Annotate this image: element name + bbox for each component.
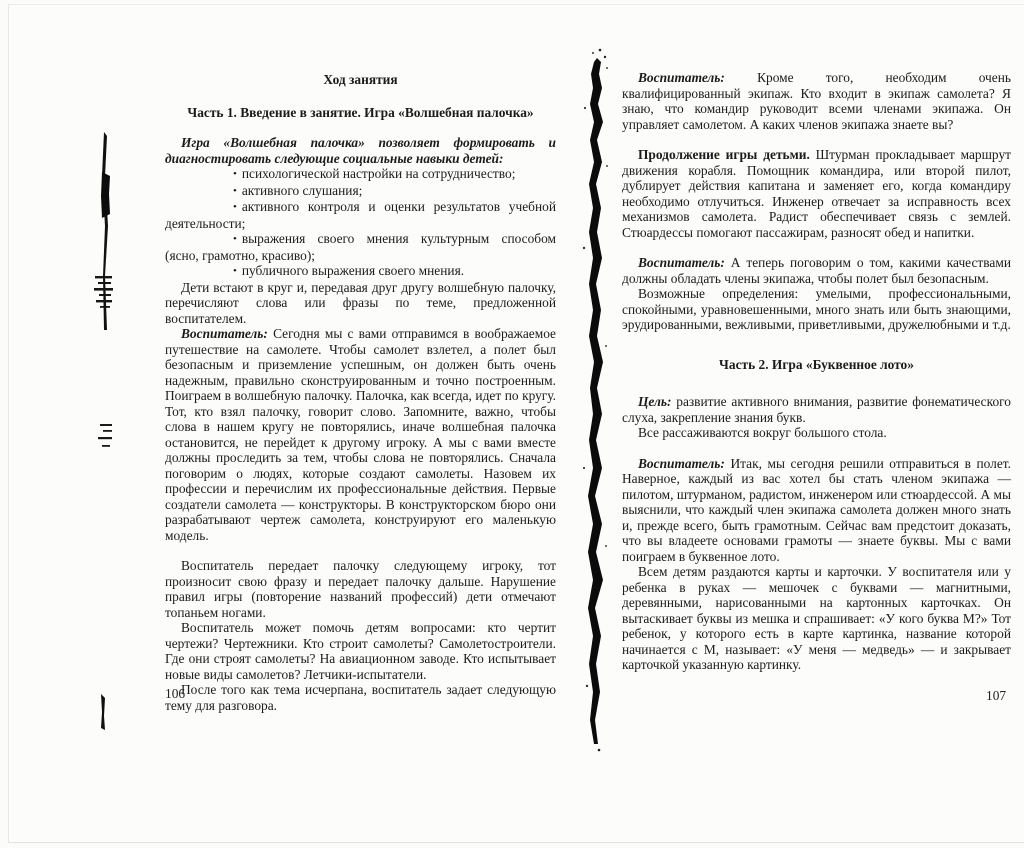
paragraph-questions: Воспитатель может помочь детям вопросами: кто чертит чертежи? Чертежники. Кто строит самолеты? Самолетостроители. Где они строят самолеты? На авиационном заводе. Кто испытывает новые виды самолетов? Летчики-испытатели. xyxy=(165,620,556,682)
paragraph-text: развитие активного внимания, развитие фонематического слуха, закрепление знания букв. xyxy=(622,394,1011,425)
bullet-text: активного слушания; xyxy=(241,182,363,198)
part-1-heading: Часть 1. Введение в занятие. Игра «Волшебная палочка» xyxy=(187,104,534,120)
page-number-right: 107 xyxy=(986,688,1007,703)
paragraph-lotto: Всем детям раздаются карты и карточки. У воспитателя или у ребенка в руках — мешочек с буквами — магнитными, деревянными, нарисованными на картонных карточках. Он вытаскивает буквы из мешка и спрашивает: «У кого буква М?» Тот ребенок, у которого есть в карте картинка, название которой начинается с М, называет: «У меня — медведь» — и закрывает карточкой указанную картинку. xyxy=(622,564,1011,672)
intro-paragraph: Игра «Волшебная палочка» позволяет формировать и диагностировать следующие социальные навыки детей: xyxy=(165,135,556,166)
paragraph-text: А теперь поговорим о том, какими качествами должны обладать члены экипажа, чтобы полет был безопасным. xyxy=(622,255,1011,286)
goal-lead: Цель: xyxy=(638,394,672,409)
bullet-text: активного контроля и оценки результатов учебной деятельности; xyxy=(165,199,556,231)
paragraph-game-continues xyxy=(622,147,1011,240)
paragraph-teacher-crew xyxy=(622,70,1011,132)
page-number-left: 106 xyxy=(165,686,186,701)
bullet-list xyxy=(165,166,556,280)
paragraph-definitions: Возможные определения: умелыми, профессиональными, спокойными, уравновешенными, много знать или быть знающими, эрудированными, вежливыми, приветливыми, дружелюбными и т.д. xyxy=(622,286,1011,332)
bullet-item xyxy=(165,263,556,280)
bullet-text: публичного выражения своего мнения. xyxy=(241,263,465,278)
paragraph-text: Сегодня мы с вами отправимся в воображаемое путешествие на самолете. Чтобы самолет взлетел, а полет был безопасным и приземление успешным, он должен быть очень надежным, правильно сконструированным и точно построенным. Поиграем в волшебную палочку. Палочка, как всегда, идет по кругу. Тот, кто взял палочку, говорит слово. Запомните, важно, чтобы слова в нашем кругу не повторялись, иначе волшебная палочка остановится, не перейдет к другому игроку. А мы с вами вместе должны проследить за тем, чтобы слова не повторялись. Сначала поговорим о людях, которые создают самолеты. Назовем их профессии и перечислим их профессиональные действия. Первые создатели самолета — конструкторы. В конструкторском бюро они разрабатывают чертеж самолета, конструируют его маленькую модель. xyxy=(165,326,556,543)
paragraph-text: Кроме того, необходим очень квалифицированный экипаж. Кто входит в экипаж самолета? Я знаю, что командир руководит всеми членами экипажа. Он управляет самолетом. А каких членов экипажа знаете вы? xyxy=(622,70,1011,132)
paragraph-teacher-intro xyxy=(165,326,556,543)
left-page xyxy=(165,66,556,713)
bullet-item xyxy=(165,199,556,231)
paragraph-text: Итак, мы сегодня решили отправиться в полет. Наверное, каждый из вас хотел бы стать членом экипажа — пилотом, штурманом, радистом, инженером или стюардессой. А мы выяснили, что каждый член экипажа самолета должен много знать и, прежде всего, быть грамотным. Сейчас вам предстоит доказать, что вы владеете основами грамоты — знаете буквы. Мы с вами поиграем в буквенное лото. xyxy=(622,455,1012,564)
bullet-text: выражения своего мнения культурным способом (ясно, грамотно, красиво); xyxy=(165,231,556,263)
bullet-text: психологической настройки на сотрудничество; xyxy=(241,166,516,181)
paragraph-text: Штурман прокладывает маршрут движения корабля. Помощник командира, или второй пилот, дублирует действия капитана и заменяет его, когда командиру необходимо отлучиться. Инженер отвечает за исправность всех механизмов самолета. Радист обеспечивает связь с землей. Стюардессы помогают пассажирам, разносят обед и напитки. xyxy=(622,147,1012,240)
paragraph-children-circle: Дети встают в круг и, передавая друг другу волшебную палочку, перечисляют слова или фразы по теме, предложенной воспитателем. xyxy=(165,279,556,326)
bullet-marker: • xyxy=(233,265,237,277)
teacher-lead: Воспитатель: xyxy=(638,255,725,270)
bullet-item xyxy=(165,166,556,183)
paragraph-next-topic: После того как тема исчерпана, воспитатель задает следующую тему для разговора. xyxy=(165,682,556,713)
teacher-lead: Воспитатель: xyxy=(638,70,725,85)
bullet-marker: • xyxy=(233,168,237,180)
section-heading: Ход занятия xyxy=(323,72,398,87)
paragraph-teacher-qualities xyxy=(622,255,1011,286)
teacher-lead: Воспитатель: xyxy=(181,326,268,341)
paragraph-everyone-sits: Все рассаживаются вокруг большого стола. xyxy=(638,425,887,440)
right-page xyxy=(622,70,1011,673)
bullet-marker: • xyxy=(233,184,237,197)
teacher-lead: Воспитатель: xyxy=(638,455,725,471)
game-continues-lead: Продолжение игры детьми. xyxy=(638,147,810,162)
bullet-item xyxy=(165,231,556,263)
bullet-marker: • xyxy=(233,233,237,245)
paragraph-goal xyxy=(622,394,1011,425)
paragraph-teacher-flight xyxy=(622,456,1011,565)
part-2-heading: Часть 2. Игра «Буквенное лото» xyxy=(719,356,914,372)
bullet-marker: • xyxy=(233,201,237,213)
paragraph-passing-wand: Воспитатель передает палочку следующему игроку, тот произносит свою фразу и передает палочку дальше. Нарушение правил игры (повторение названий профессий) дети отмечают топаньем ногами. xyxy=(165,558,556,620)
bullet-item xyxy=(165,183,556,200)
